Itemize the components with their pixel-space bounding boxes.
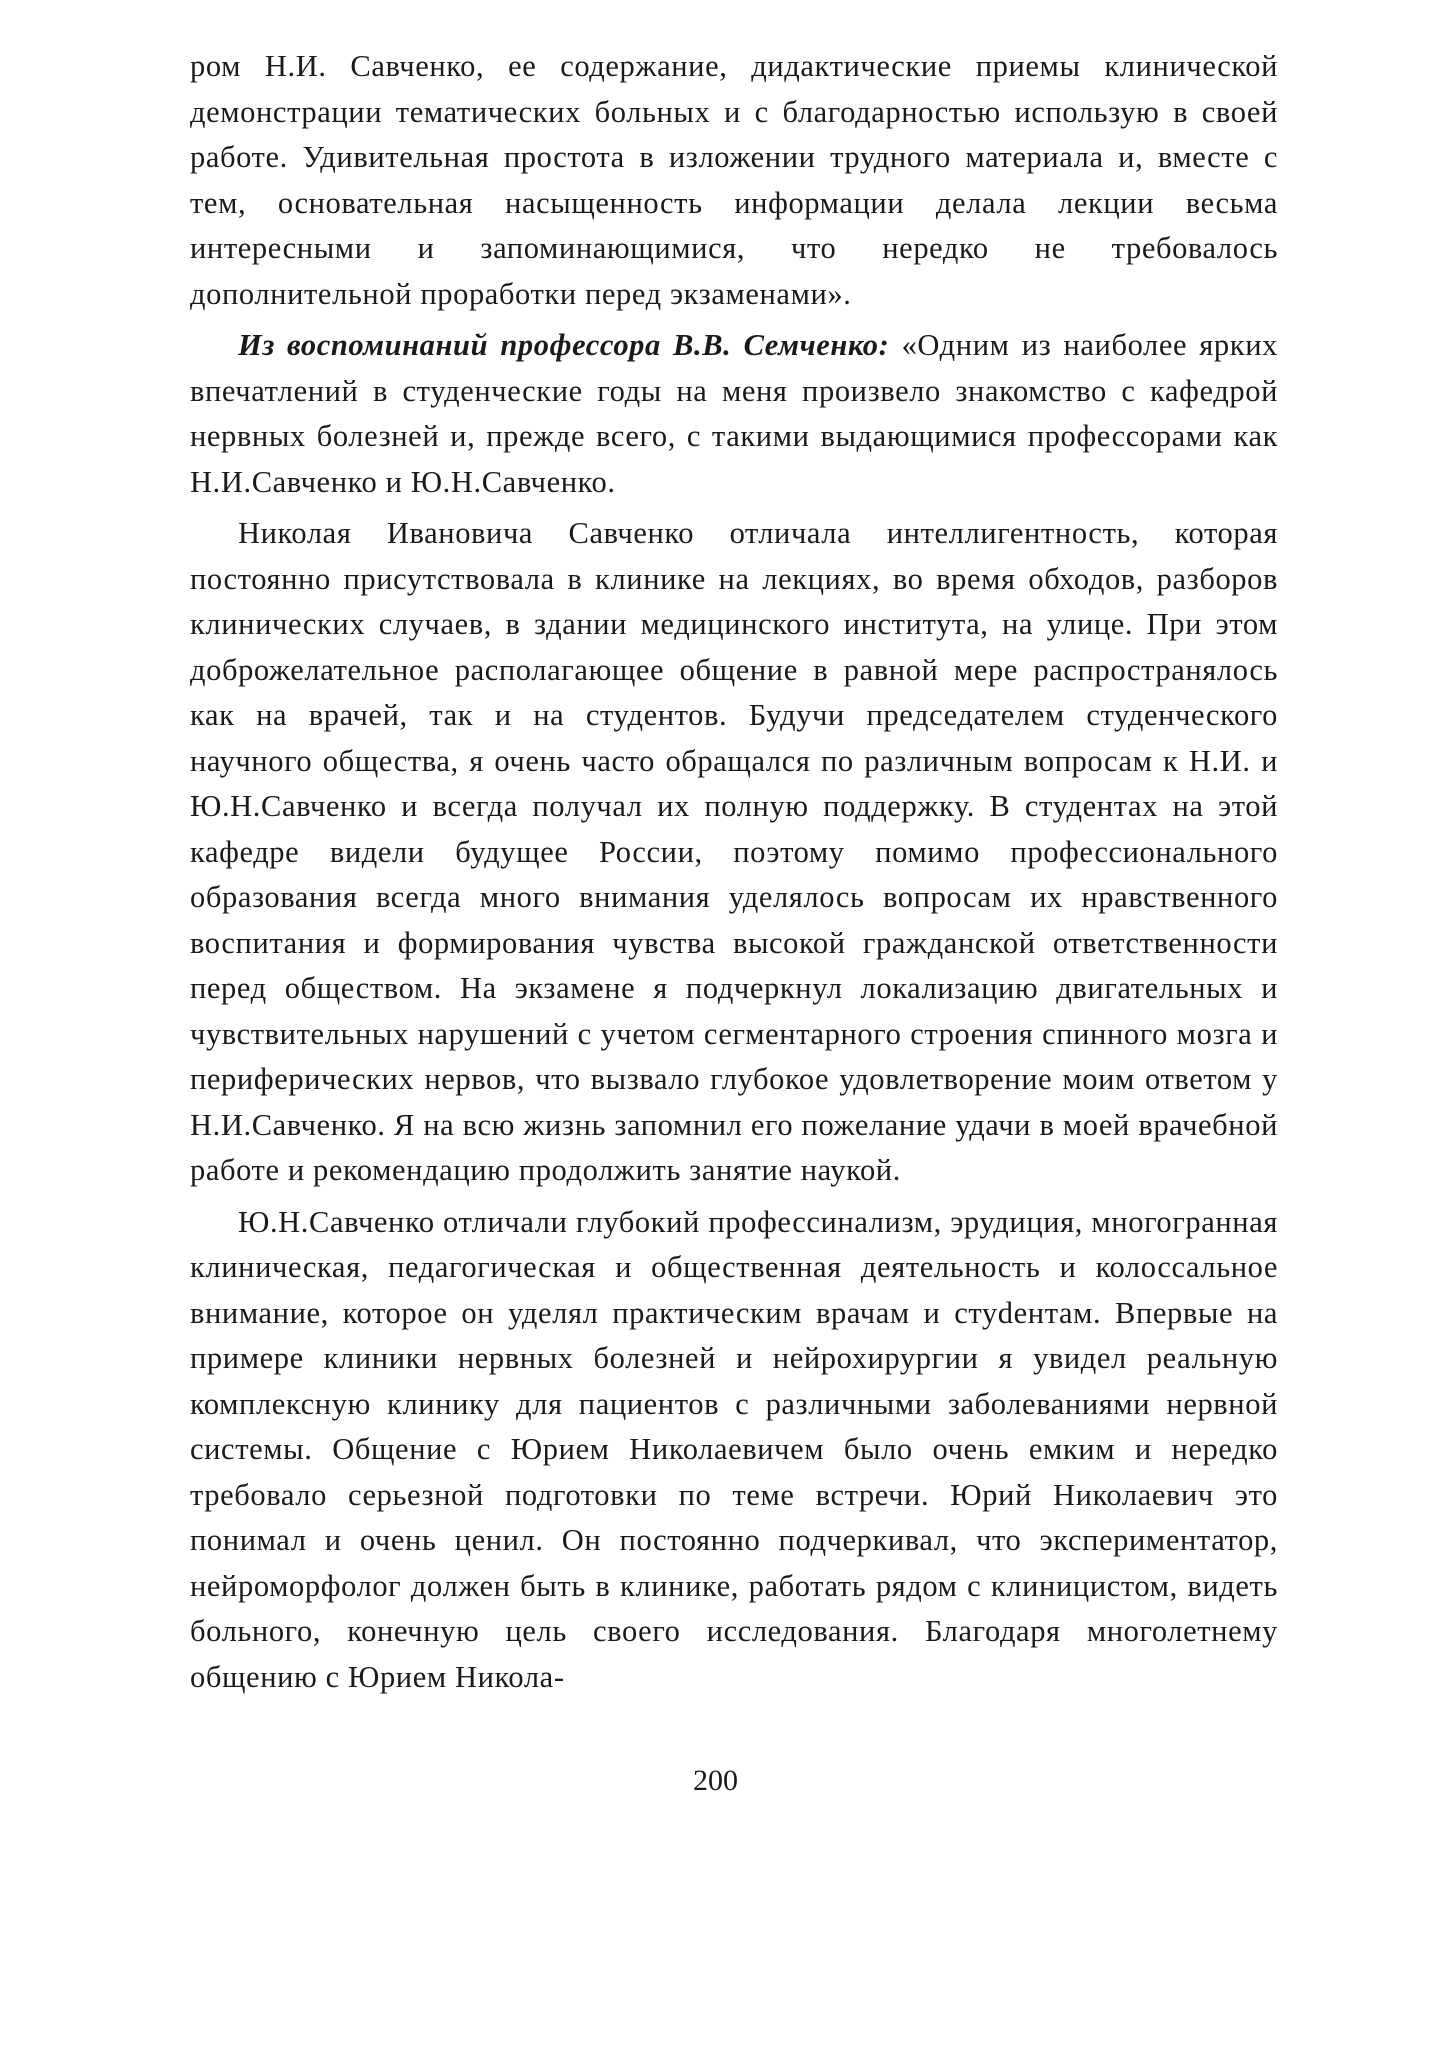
memoir-lead-in: Из воспоминаний профессора В.В. Семченко: <box>238 328 890 362</box>
paragraph-continuation: ром Н.И. Савченко, ее содержание, дидактические приемы клинической демонстрации тематических больных и с благодарностью использую в своей работе. Удивительная простота в изложении трудного материала и, вместе с тем, основательная насыщенность информации делала лекции весьма интересными и запоминающимися, что нередко не требовалось дополнительной проработки перед экзаменами». <box>190 49 1278 311</box>
memoir-text: «Одним из наиболее ярких впечатлений в студенческие годы на меня произвело знакомство с кафедрой нервных болезней и, прежде всего, с такими выдающимися профессорами как Н.И.Савченко и Ю.Н.Савченко. <box>190 328 1278 499</box>
paragraph-nikolai-savchenko: Николая Ивановича Савченко отличала интеллигентность, которая постоянно присутствовала в клинике на лекциях, во время обходов, разборов клинических случаев, в здании медицинского института, на улице. При этом доброжелательное располагающее общение в равной мере распространялось как на врачей, так и на студентов. Будучи председателем студенческого научного общества, я очень часто обращался по различным вопросам к Н.И. и Ю.Н.Савченко и всегда получал их полную поддержку. В студентах на этой кафедре видели будущее России, поэтому помимо профессионального образования всегда много внимания уделялось вопросам их нравственного воспитания и формирования чувства высокой гражданской ответственности перед обществом. На экзамене я подчеркнул локализацию двигательных и чувствительных нарушений с учетом сегментарного строения спинного мозга и периферических нервов, что вызвало глубокое удовлетворение моим ответом у Н.И.Савченко. Я на всю жизнь запомнил его пожелание удачи в моей врачебной работе и рекомендацию продолжить занятие наукой. <box>190 516 1278 1187</box>
page-body <box>190 44 1278 1700</box>
page-number: 200 <box>693 1764 738 1797</box>
paragraph-semchenko-memoir <box>190 323 1278 505</box>
paragraph-yuri-savchenko: Ю.Н.Савченко отличали глубокий профессинализм, эрудиция, многогранная клиническая, педагогическая и общественная деятельность и колоссальное внимание, которое он уделял практическим врачам и стуdентам. Впервые на примере клиники нервных болезней и нейрохирургии я увидел реальную комплексную клинику для пациентов с различными заболеваниями нервной системы. Общение с Юрием Николаевичем было очень емким и нередко требовало серьезной подготовки по теме встречи. Юрий Николаевич это понимал и очень ценил. Он постоянно подчеркивал, что экспериментатор, нейроморфолог должен быть в клинике, работать рядом с клиницистом, видеть больного, конечную цель своего исследования. Благодаря многолетнему общению с Юрием Никола- <box>190 1204 1278 1694</box>
